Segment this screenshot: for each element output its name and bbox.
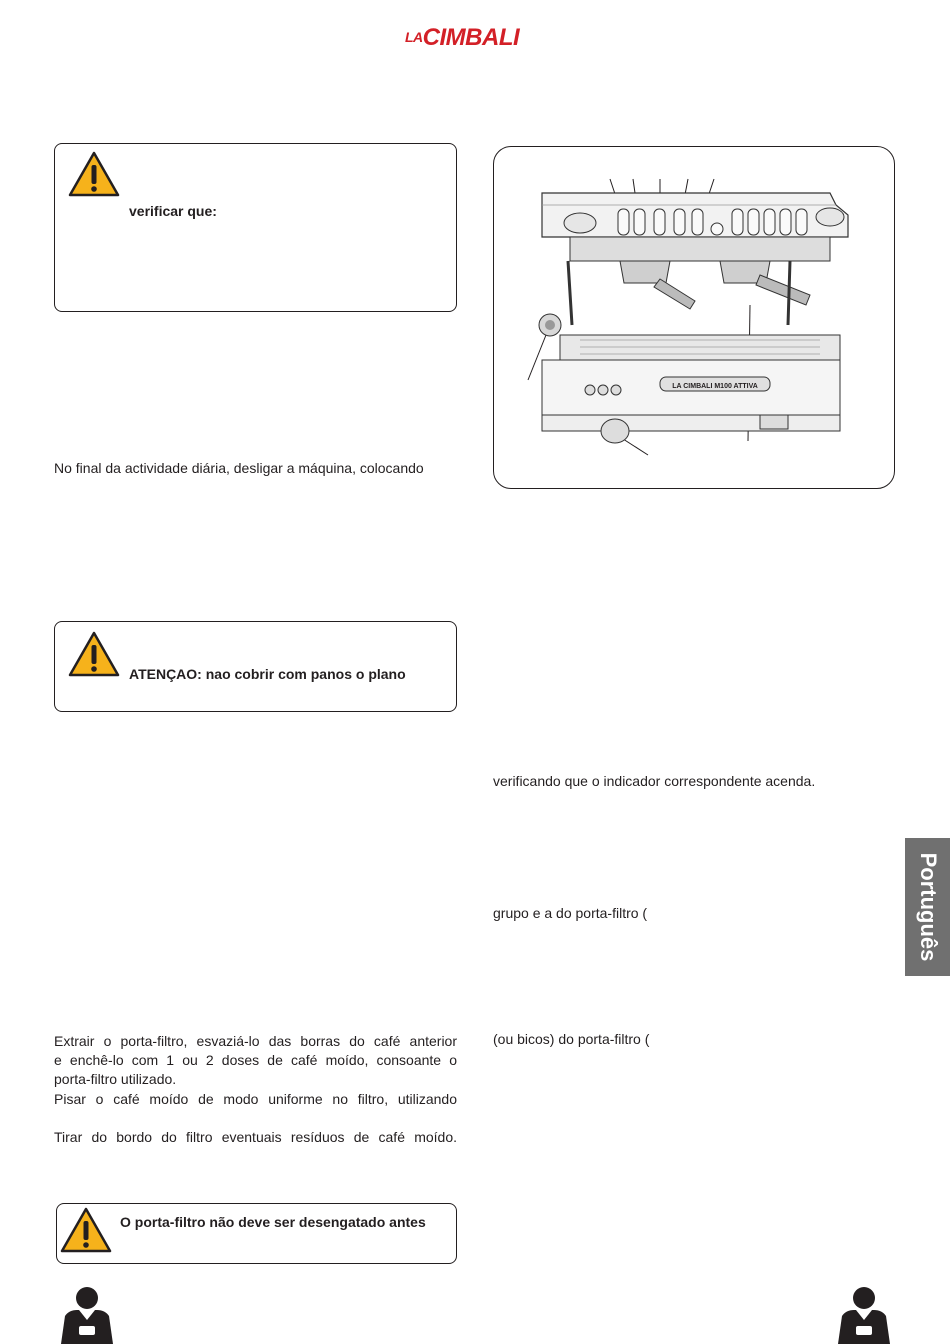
group-portafilter-text: grupo e a do porta-filtro ( bbox=[493, 905, 648, 921]
indicator-text: verificando que o indicador correspondente acenda. bbox=[493, 773, 816, 789]
warning-box-3-text: O porta-filtro não deve ser desengatado antes bbox=[120, 1214, 426, 1230]
language-tab-label: Português bbox=[915, 852, 941, 962]
warning-box-2-text: ATENÇAO: nao cobrir com panos o plano bbox=[129, 666, 406, 682]
logo-prefix: LA bbox=[405, 29, 423, 45]
warning-triangle-icon bbox=[67, 630, 121, 678]
machine-badge-label: LA CIMBALI M100 ATTIVA bbox=[672, 383, 758, 390]
logo-main: CIMBALI bbox=[422, 24, 520, 51]
warning-box-1-text: verificar que: bbox=[129, 203, 217, 219]
instruction-line-3: porta-filtro utilizado. bbox=[54, 1071, 177, 1087]
barista-icon bbox=[57, 1286, 117, 1344]
instruction-line-4: Pisar o café moído de modo uniforme no filtro, utilizando bbox=[54, 1091, 457, 1107]
coffee-machine-illustration bbox=[520, 175, 860, 465]
instruction-line-1: Extrair o porta-filtro, esvaziá-lo das borras do café anterior bbox=[54, 1033, 457, 1049]
instruction-line-5: Tirar do bordo do filtro eventuais resíduos de café moído. bbox=[54, 1129, 457, 1145]
warning-triangle-icon bbox=[59, 1206, 113, 1254]
language-tab bbox=[905, 838, 950, 976]
daily-shutdown-text: No final da actividade diária, desligar a máquina, colocando bbox=[54, 460, 424, 476]
spouts-text: (ou bicos) do porta-filtro ( bbox=[493, 1031, 650, 1047]
barista-icon bbox=[834, 1286, 894, 1344]
warning-triangle-icon bbox=[67, 150, 121, 198]
instruction-line-2: e enchê-lo com 1 ou 2 doses de café moído, consoante o bbox=[54, 1052, 457, 1068]
brand-logo bbox=[405, 22, 545, 52]
